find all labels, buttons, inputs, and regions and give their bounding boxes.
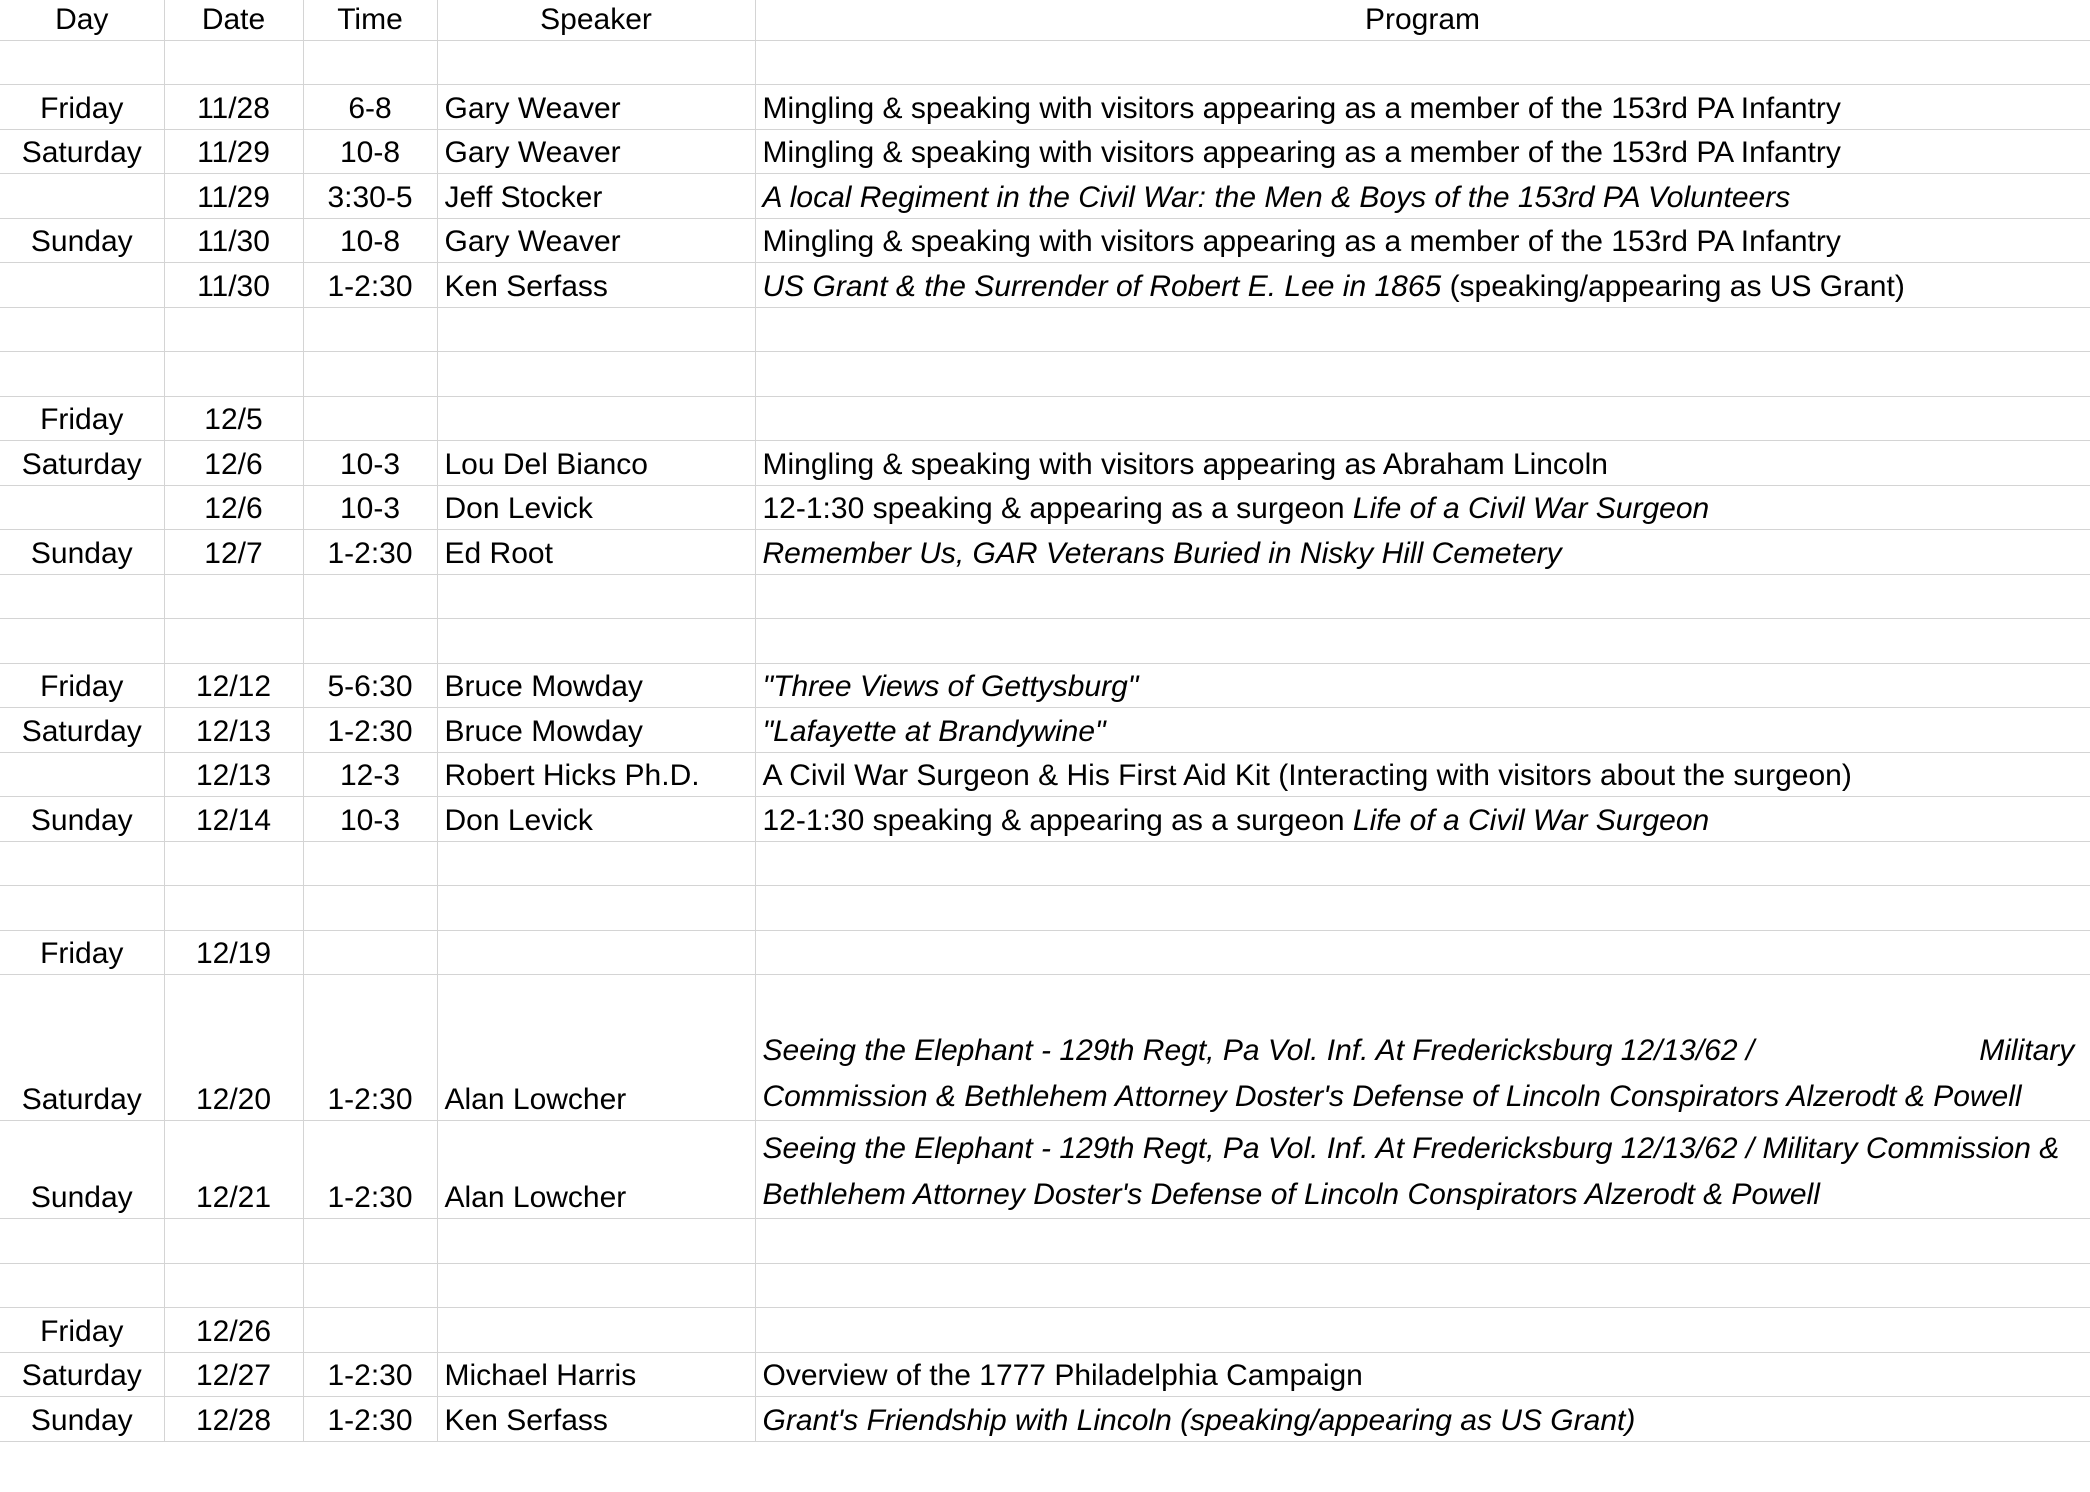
cell-date[interactable]: 11/29 [164, 174, 303, 219]
cell-time[interactable] [303, 886, 437, 931]
table-row [0, 441, 2090, 486]
cell-day[interactable]: Friday [0, 663, 164, 708]
cell-time[interactable]: 10-8 [303, 218, 437, 263]
table-row [0, 396, 2090, 441]
cell-program[interactable] [755, 797, 2090, 842]
cell-program[interactable] [755, 1397, 2090, 1442]
table-row [0, 841, 2090, 886]
table-row [0, 218, 2090, 263]
cell-speaker[interactable] [437, 619, 755, 664]
table-row [0, 797, 2090, 842]
cell-date[interactable] [164, 574, 303, 619]
cell-time[interactable]: 1-2:30 [303, 708, 437, 753]
cell-speaker[interactable] [437, 352, 755, 397]
cell-time[interactable] [303, 841, 437, 886]
program-title: Life of a Civil War Surgeon [1352, 803, 1710, 837]
table-row [0, 85, 2090, 130]
cell-speaker[interactable] [437, 574, 755, 619]
table-row [0, 1121, 2090, 1219]
cell-program[interactable]: Mingling & speaking with visitors appearing as a member of the 153rd PA Infantry [755, 85, 2090, 130]
cell-day[interactable] [0, 40, 164, 85]
cell-time[interactable] [303, 40, 437, 85]
table-row [0, 174, 2090, 219]
cell-program[interactable] [755, 975, 2090, 1121]
cell-time[interactable]: 1-2:30 [303, 1352, 437, 1397]
program-title: A local Regiment in the Civil War: the Men & Boys of the 153rd PA Volunteers [762, 180, 1791, 214]
cell-date[interactable]: 11/30 [164, 218, 303, 263]
cell-day[interactable] [0, 352, 164, 397]
cell-day[interactable]: Sunday [0, 1397, 164, 1442]
cell-day[interactable]: Saturday [0, 129, 164, 174]
cell-day[interactable]: Sunday [0, 797, 164, 842]
table-row [0, 307, 2090, 352]
cell-speaker[interactable]: Michael Harris [437, 1352, 755, 1397]
table-row [0, 129, 2090, 174]
header-speaker[interactable]: Speaker [437, 0, 755, 40]
cell-speaker[interactable]: Gary Weaver [437, 218, 755, 263]
table-row [0, 485, 2090, 530]
table-row [0, 930, 2090, 975]
cell-date[interactable]: 12/13 [164, 708, 303, 753]
cell-speaker[interactable]: Alan Lowcher [437, 975, 755, 1121]
cell-program[interactable] [755, 663, 2090, 708]
cell-speaker[interactable]: Alan Lowcher [437, 1121, 755, 1219]
cell-day[interactable]: Friday [0, 85, 164, 130]
header-time[interactable]: Time [303, 0, 437, 40]
cell-time[interactable]: 1-2:30 [303, 1121, 437, 1219]
cell-date[interactable]: 11/30 [164, 263, 303, 308]
table-row [0, 1308, 2090, 1353]
cell-time[interactable] [303, 930, 437, 975]
cell-time[interactable] [303, 1219, 437, 1264]
cell-time[interactable] [303, 1263, 437, 1308]
cell-day[interactable]: Friday [0, 930, 164, 975]
cell-date[interactable]: 12/28 [164, 1397, 303, 1442]
cell-program[interactable] [755, 930, 2090, 975]
cell-time[interactable]: 10-3 [303, 797, 437, 842]
cell-time[interactable] [303, 396, 437, 441]
cell-program[interactable]: Overview of the 1777 Philadelphia Campaign [755, 1352, 2090, 1397]
cell-speaker[interactable] [437, 930, 755, 975]
cell-program[interactable]: Mingling & speaking with visitors appearing as a member of the 153rd PA Infantry [755, 129, 2090, 174]
table-row [0, 975, 2090, 1121]
cell-time[interactable] [303, 307, 437, 352]
cell-day[interactable] [0, 307, 164, 352]
cell-day[interactable]: Saturday [0, 708, 164, 753]
table-row [0, 752, 2090, 797]
cell-speaker[interactable]: Bruce Mowday [437, 663, 755, 708]
cell-time[interactable]: 10-3 [303, 441, 437, 486]
cell-time[interactable] [303, 619, 437, 664]
cell-program[interactable] [755, 530, 2090, 575]
cell-date[interactable] [164, 619, 303, 664]
table-row [0, 1263, 2090, 1308]
program-note: (speaking/appearing as US Grant) [1441, 269, 1905, 303]
cell-speaker[interactable] [437, 1263, 755, 1308]
cell-date[interactable] [164, 886, 303, 931]
table-row [0, 530, 2090, 575]
cell-date[interactable] [164, 841, 303, 886]
cell-date[interactable]: 12/20 [164, 975, 303, 1121]
schedule-body [0, 40, 2090, 1441]
cell-time[interactable]: 12-3 [303, 752, 437, 797]
cell-date[interactable]: 12/6 [164, 485, 303, 530]
cell-date[interactable] [164, 352, 303, 397]
cell-program[interactable] [755, 263, 2090, 308]
cell-day[interactable]: Saturday [0, 441, 164, 486]
cell-speaker[interactable] [437, 1219, 755, 1264]
cell-program[interactable] [755, 396, 2090, 441]
table-row [0, 1352, 2090, 1397]
cell-program[interactable]: A Civil War Surgeon & His First Aid Kit (Interacting with visitors about the surgeon) [755, 752, 2090, 797]
table-row [0, 352, 2090, 397]
cell-day[interactable]: Sunday [0, 1121, 164, 1219]
cell-program[interactable] [755, 619, 2090, 664]
cell-speaker[interactable]: Ed Root [437, 530, 755, 575]
cell-day[interactable] [0, 485, 164, 530]
cell-date[interactable] [164, 40, 303, 85]
cell-speaker[interactable]: Lou Del Bianco [437, 441, 755, 486]
header-row [0, 0, 2090, 40]
program-title: Remember Us, GAR Veterans Buried in Nisky Hill Cemetery [762, 536, 1562, 570]
cell-day[interactable] [0, 752, 164, 797]
cell-date[interactable]: 12/26 [164, 1308, 303, 1353]
cell-time[interactable]: 1-2:30 [303, 1397, 437, 1442]
cell-date[interactable]: 12/7 [164, 530, 303, 575]
cell-day[interactable]: Saturday [0, 975, 164, 1121]
cell-time[interactable]: 6-8 [303, 85, 437, 130]
program-text: 12-1:30 speaking & appearing as a surgeon [762, 492, 1353, 525]
cell-program[interactable] [755, 1263, 2090, 1308]
cell-date[interactable] [164, 1263, 303, 1308]
cell-day[interactable] [0, 263, 164, 308]
table-row [0, 1397, 2090, 1442]
cell-program[interactable] [755, 352, 2090, 397]
cell-program[interactable] [755, 174, 2090, 219]
cell-program[interactable] [755, 1219, 2090, 1264]
program-line-1: Seeing the Elephant - 129th Regt, Pa Vol. Inf. At Fredericksburg 12/13/62 / Military Commission & [762, 1132, 2060, 1165]
cell-day[interactable] [0, 1263, 164, 1308]
cell-date[interactable]: 11/29 [164, 129, 303, 174]
cell-speaker[interactable] [437, 307, 755, 352]
cell-speaker[interactable] [437, 886, 755, 931]
program-line-2: Commission & Bethlehem Attorney Doster's Defense of Lincoln Conspirators Alzerodt & Powell [762, 1080, 2022, 1113]
cell-day[interactable] [0, 886, 164, 931]
table-row [0, 663, 2090, 708]
program-title: "Three Views of Gettysburg" [762, 670, 1139, 703]
program-title: "Lafayette at Brandywine" [762, 714, 1106, 748]
header-program[interactable]: Program [755, 0, 2090, 40]
cell-day[interactable] [0, 1219, 164, 1264]
cell-date[interactable]: 12/12 [164, 663, 303, 708]
cell-program[interactable] [755, 841, 2090, 886]
header-day[interactable]: Day [0, 0, 164, 40]
program-line-1: Seeing the Elephant - 129th Regt, Pa Vol. Inf. At Fredericksburg 12/13/62 / Military [762, 1034, 2075, 1067]
program-text: 12-1:30 speaking & appearing as a surgeon [762, 803, 1353, 837]
cell-time[interactable]: 1-2:30 [303, 975, 437, 1121]
cell-speaker[interactable] [437, 396, 755, 441]
cell-speaker[interactable] [437, 1308, 755, 1353]
cell-speaker[interactable]: Ken Serfass [437, 263, 755, 308]
program-title: Life of a Civil War Surgeon [1352, 492, 1710, 525]
cell-date[interactable]: 12/13 [164, 752, 303, 797]
header-date[interactable]: Date [164, 0, 303, 40]
table-row [0, 619, 2090, 664]
cell-speaker[interactable] [437, 841, 755, 886]
table-row [0, 708, 2090, 753]
cell-date[interactable]: 12/14 [164, 797, 303, 842]
cell-date[interactable] [164, 307, 303, 352]
cell-date[interactable] [164, 1219, 303, 1264]
table-row [0, 40, 2090, 85]
cell-program[interactable] [755, 485, 2090, 530]
cell-date[interactable]: 12/27 [164, 1352, 303, 1397]
table-row [0, 886, 2090, 931]
cell-program[interactable]: Mingling & speaking with visitors appearing as Abraham Lincoln [755, 441, 2090, 486]
cell-program[interactable] [755, 307, 2090, 352]
cell-date[interactable]: 12/6 [164, 441, 303, 486]
cell-program[interactable] [755, 1308, 2090, 1353]
program-title: Grant's Friendship with Lincoln (speaking/appearing as US Grant) [762, 1403, 1636, 1437]
cell-date[interactable]: 12/19 [164, 930, 303, 975]
cell-day[interactable]: Friday [0, 1308, 164, 1353]
cell-program[interactable] [755, 886, 2090, 931]
cell-time[interactable]: 5-6:30 [303, 663, 437, 708]
table-row [0, 1219, 2090, 1264]
program-line-2: Bethlehem Attorney Doster's Defense of Lincoln Conspirators Alzerodt & Powell [762, 1178, 1820, 1211]
cell-speaker[interactable]: Don Levick [437, 797, 755, 842]
cell-speaker[interactable]: Robert Hicks Ph.D. [437, 752, 755, 797]
cell-time[interactable] [303, 352, 437, 397]
cell-program[interactable] [755, 40, 2090, 85]
cell-program[interactable] [755, 574, 2090, 619]
cell-speaker[interactable] [437, 40, 755, 85]
cell-day[interactable]: Sunday [0, 218, 164, 263]
cell-time[interactable]: 3:30-5 [303, 174, 437, 219]
cell-day[interactable] [0, 574, 164, 619]
cell-speaker[interactable]: Gary Weaver [437, 129, 755, 174]
table-row [0, 263, 2090, 308]
cell-day[interactable]: Friday [0, 396, 164, 441]
cell-time[interactable]: 10-8 [303, 129, 437, 174]
cell-time[interactable] [303, 1308, 437, 1353]
cell-program[interactable] [755, 1121, 2090, 1219]
cell-time[interactable]: 1-2:30 [303, 530, 437, 575]
cell-speaker[interactable]: Ken Serfass [437, 1397, 755, 1442]
cell-time[interactable]: 1-2:30 [303, 263, 437, 308]
cell-day[interactable] [0, 841, 164, 886]
cell-day[interactable]: Saturday [0, 1352, 164, 1397]
cell-date[interactable]: 12/21 [164, 1121, 303, 1219]
cell-day[interactable] [0, 619, 164, 664]
cell-day[interactable]: Sunday [0, 530, 164, 575]
cell-speaker[interactable]: Gary Weaver [437, 85, 755, 130]
cell-time[interactable]: 10-3 [303, 485, 437, 530]
program-title: US Grant & the Surrender of Robert E. Lee in 1865 [762, 269, 1442, 303]
cell-speaker[interactable]: Jeff Stocker [437, 174, 755, 219]
table-row [0, 574, 2090, 619]
cell-speaker[interactable]: Bruce Mowday [437, 708, 755, 753]
cell-time[interactable] [303, 574, 437, 619]
cell-program[interactable]: Mingling & speaking with visitors appearing as a member of the 153rd PA Infantry [755, 218, 2090, 263]
cell-date[interactable]: 11/28 [164, 85, 303, 130]
cell-day[interactable] [0, 174, 164, 219]
cell-program[interactable] [755, 708, 2090, 753]
cell-speaker[interactable]: Don Levick [437, 485, 755, 530]
cell-date[interactable]: 12/5 [164, 396, 303, 441]
